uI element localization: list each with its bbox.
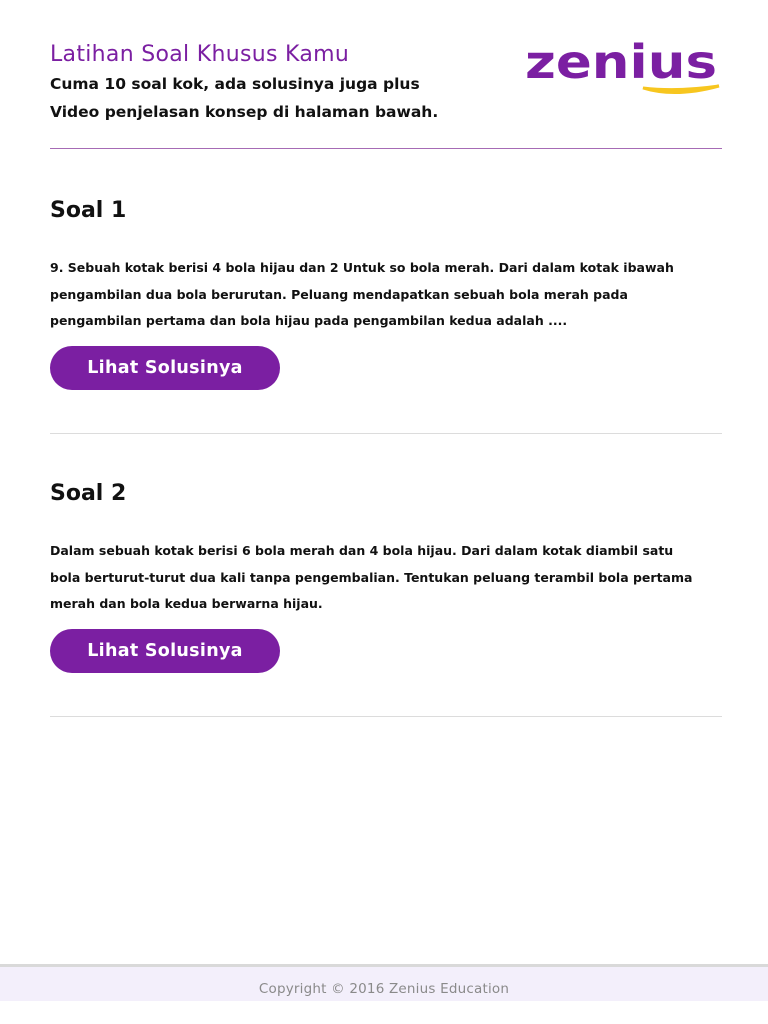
page-title: Latihan Soal Khusus Kamu [50,42,350,67]
copyright-text: Copyright © 2016 Zenius Education [258,981,510,997]
zenius-logo[interactable] [525,40,725,96]
question-1-solution-button[interactable]: Lihat Solusinya [50,346,280,390]
question-2 [50,479,722,661]
question-2-title: Soal 2 [50,481,127,506]
page-subtitle-line-2: Video penjelasan konsep di halaman bawah. [50,103,439,121]
question-2-solution-button[interactable]: Lihat Solusinya [50,629,280,673]
header-divider [50,148,722,149]
question-2-separator [50,716,722,717]
page-subtitle-line-1: Cuma 10 soal kok, ada solusinya juga plus [50,75,420,93]
question-2-text: Dalam sebuah kotak berisi 6 bola merah dan 4 bola hijau. Dari dalam kotak diambil satu bola berturut-turut dua kali tanpa pengembalian. Tentukan peluang terambil bola pertama merah dan bola kedua berwarna hijau. [50,543,693,611]
zenius-logo-text: zenius [525,40,717,89]
question-1-title: Soal 1 [50,198,127,223]
question-1-text: 9. Sebuah kotak berisi 4 bola hijau dan 2 Untuk so bola merah. Dari dalam kotak ibawah pengambilan dua bola berurutan. Peluang mendapatkan sebuah bola merah pada pengambilan pertama dan bola hijau pada pengambilan kedua adalah .... [50,260,674,328]
question-1-separator [50,433,722,434]
page-footer [0,964,768,1001]
question-1 [50,196,722,378]
